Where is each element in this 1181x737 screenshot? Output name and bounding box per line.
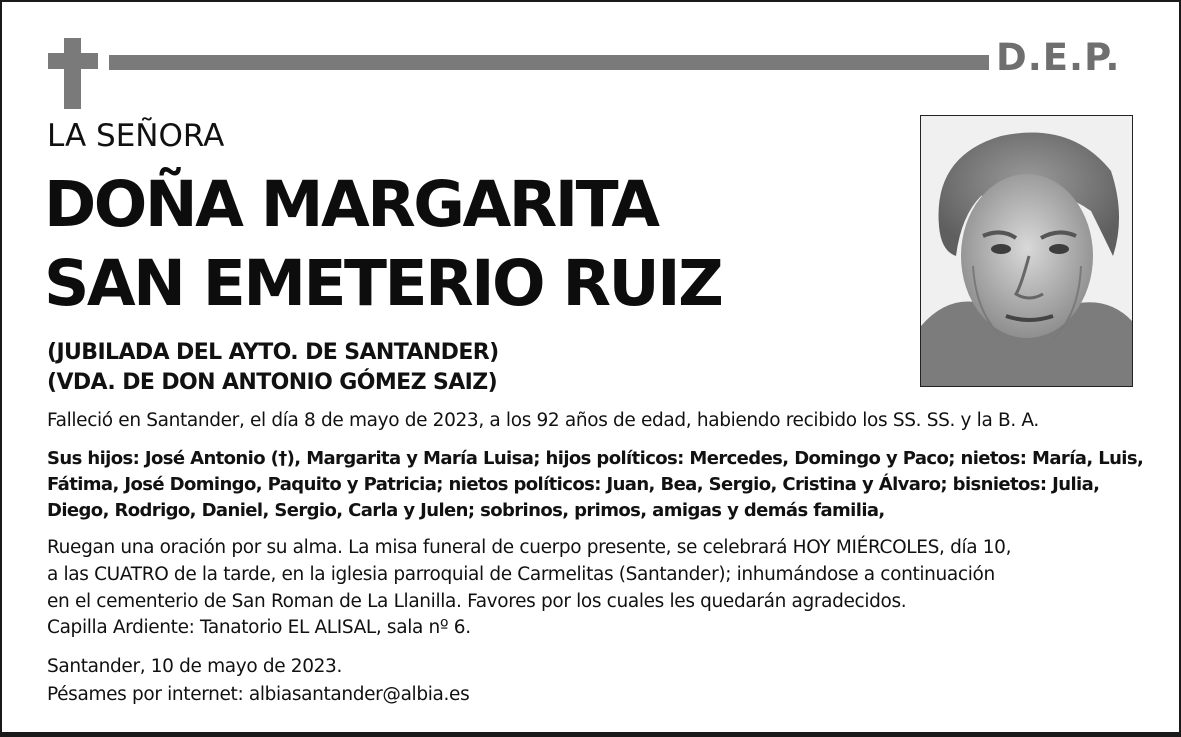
service-line: Capilla Ardiente: Tanatorio EL ALISAL, sala nº 6. [47, 617, 471, 638]
family-line: Diego, Rodrigo, Daniel, Sergio, Carla y Julen; sobrinos, primos, amigas y demás familia, [47, 500, 885, 521]
subtitle-line1: (JUBILADA DEL AYTO. DE SANTANDER) [47, 340, 499, 365]
header-rule [109, 55, 989, 70]
portrait-photo [920, 115, 1133, 387]
condolences-email: Pésames por internet: albiasantander@albia.es [47, 684, 470, 705]
portrait-image [921, 116, 1132, 386]
service-line: Ruegan una oración por su alma. La misa funeral de cuerpo presente, se celebrará HOY MIÉRCOLES, día 10, [47, 537, 1012, 558]
service-line: a las CUATRO de la tarde, en la iglesia parroquial de Carmelitas (Santander); inhumándose a continuación [47, 564, 995, 585]
family-line: Sus hijos: José Antonio (†), Margarita y María Luisa; hijos políticos: Mercedes, Domingo y Paco; nietos: María, Luis, [47, 448, 1144, 469]
closing-date: Santander, 10 de mayo de 2023. [47, 656, 343, 677]
dep-label: D.E.P. [996, 36, 1121, 79]
family-line: Fátima, José Domingo, Paquito y Patricia; nietos políticos: Juan, Bea, Sergio, Cristina y Álvaro; bisnietos: Julia, [47, 474, 1100, 495]
deceased-name-line1: DOÑA MARGARITA [44, 168, 658, 241]
honorific: LA SEÑORA [47, 118, 225, 154]
cross-icon-arm [48, 53, 98, 69]
subtitle-line2: (VDA. DE DON ANTONIO GÓMEZ SAIZ) [47, 370, 498, 395]
service-line: en el cementerio de San Roman de La Llanilla. Favores por los cuales les quedarán agradecidos. [47, 591, 907, 612]
death-notice: Falleció en Santander, el día 8 de mayo de 2023, a los 92 años de edad, habiendo recibido los SS. SS. y la B. A. [47, 410, 1039, 431]
cross-icon [64, 38, 81, 109]
deceased-name-line2: SAN EMETERIO RUIZ [44, 247, 722, 320]
